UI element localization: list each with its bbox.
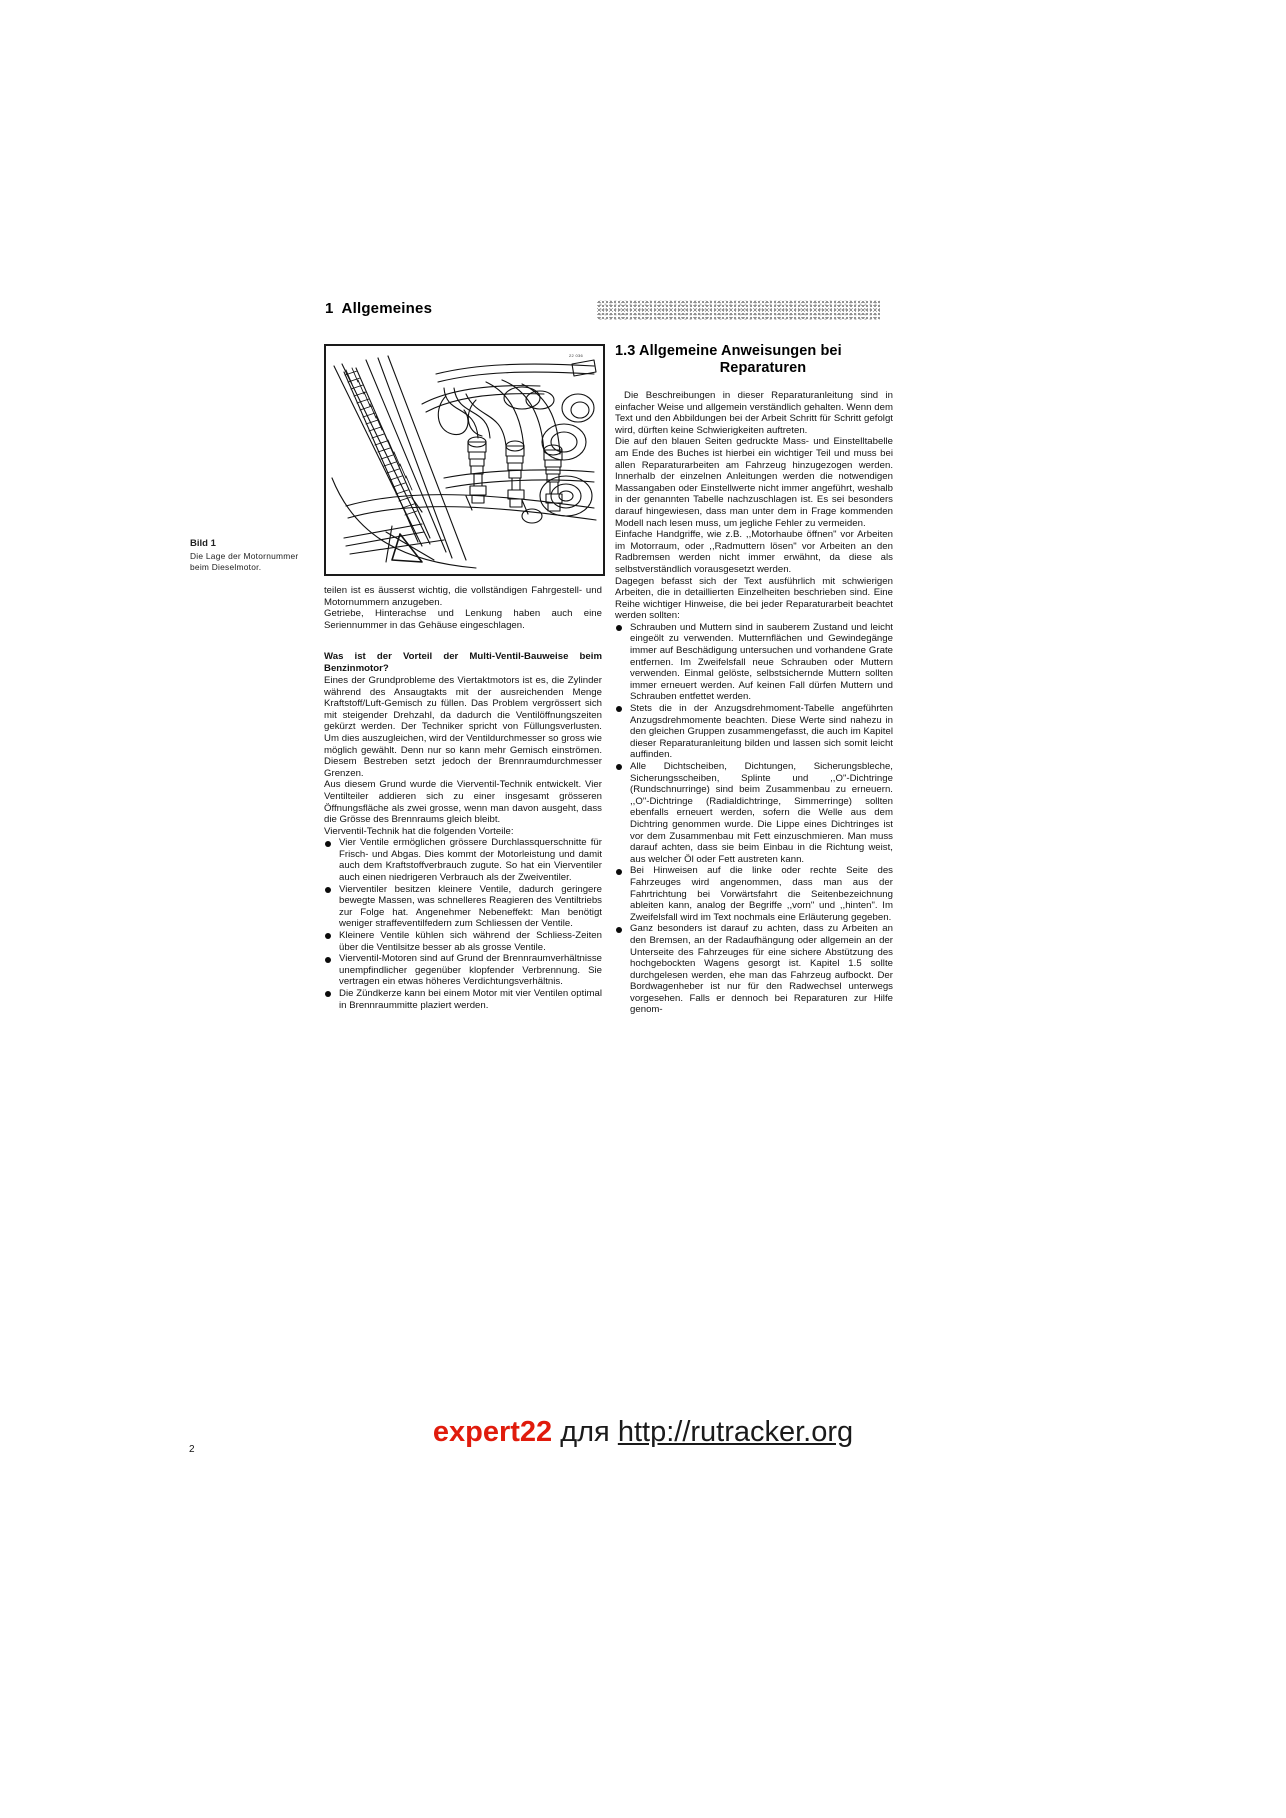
engine-line-art — [326, 346, 599, 570]
left-text-column — [324, 585, 602, 1011]
section-heading-line-1: 1.3 Allgemeine Anweisungen bei — [615, 343, 842, 359]
figure-engine-illustration — [324, 344, 605, 576]
section-heading — [615, 343, 893, 377]
figure-caption-title: Bild 1 — [190, 538, 216, 549]
watermark-url[interactable]: http://rutracker.org — [617, 1416, 854, 1448]
paragraph: Vierventil-Technik hat die folgenden Vorteile: — [324, 825, 514, 837]
bullet-item: Vierventiler besitzen kleinere Ventile, dadurch geringere bewegte Massen, was schnelleres Reagieren des Ventiltriebs zur Folge hat. Angenehmer Nebeneffekt: Man benötigt weniger straffeventilfedern zum Schliessen der Ventile. — [324, 884, 602, 930]
bullet-item: Ganz besonders ist darauf zu achten, dass zu Arbeiten an den Bremsen, an der Radaufhängung oder allgemein an der Unterseite des Fahrzeuges für eine sichere Abstützung des hochgebockten Wagens gesorgt ist. Kapitel 1.5 sollte durchgelesen werden, ehe man das Fahrzeug aufbockt. Der Bordwagenheber ist nur für den Radwechsel unterwegs vorgesehen. Falls er dennoch bei Reparaturen zur Hilfe genom- — [615, 923, 893, 1016]
bullet-item: Die Zündkerze kann bei einem Motor mit vier Ventilen optimal in Brennraummitte plaziert werden. — [324, 988, 602, 1011]
page-number: 2 — [189, 1444, 195, 1455]
halftone-bar — [597, 300, 880, 320]
figure-caption — [190, 538, 316, 573]
page-title — [325, 300, 432, 317]
paragraph: Die Beschreibungen in dieser Reparaturanleitung sind in einfacher Weise und allgemein verständlich gehalten. Wenn dem Text und den Abbildungen bei der Arbeit Schritt für Schritt gefolgt wird, dürften keine Schwierigkeiten auftreten. — [615, 390, 893, 436]
paragraph: Einfache Handgriffe, wie z.B. ,,Motorhaube öffnen" vor Arbeiten im Motorraum, oder ,,Radmuttern lösen" vor Arbeiten an den Radbremsen werden nicht immer erwähnt, da diese als selbstverständlich vorausgesetzt werden. — [615, 529, 893, 575]
right-text-column — [615, 343, 893, 1016]
paragraph: Dagegen befasst sich der Text ausführlich mit schwierigen Arbeiten, die in detaillierten Einzelheiten beschrieben sind. Eine Reihe wichtiger Hinweise, die bei jeder Reparaturarbeit beachtet werden sollten: — [615, 575, 893, 622]
paragraph: Die auf den blauen Seiten gedruckte Mass- und Einstelltabelle am Ende des Buches ist hierbei ein wichtiger Teil und muss bei allen Reparaturarbeiten am Fahrzeug hinzugezogen werden. Innerhalb der einzelnen Anleitungen werden die notwendigen Massangaben oder Einstellwerte nicht immer angeführt, weshalb in der genannten Tabelle nachzuschlagen ist. Es sei besonders darauf hingewiesen, dass man unter dem in Frage kommenden Modell nach lesen muss, um jegliche Fehler zu vermeiden. — [615, 436, 893, 529]
watermark-separator: для — [560, 1416, 610, 1448]
bullet-item: Kleinere Ventile kühlen sich während der Schliess-Zeiten über die Ventilsitze besser ab als grosse Ventile. — [324, 930, 602, 953]
bullet-item: Vierventil-Motoren sind auf Grund der Brennraumverhältnisse unempfindlicher gegenüber klopfender Verbrennung. Sie vertragen ein etwas höheres Verdichtungsverhältnis. — [324, 953, 602, 988]
figure-caption-text: Die Lage der Motornummer beim Dieselmotor. — [190, 551, 299, 572]
bullet-item: Vier Ventile ermöglichen grössere Durchlassquerschnitte für Frisch- und Abgas. Dies kommt der Motorleistung und damit auch dem Kraftstoffverbrauch zugute. So hat ein Vierventiler auch einen niedrigeren Verbrauch als der Zweiventiler. — [324, 837, 602, 883]
watermark-username: expert22 — [432, 1416, 553, 1448]
bullet-item: Schrauben und Muttern sind in sauberem Zustand und leicht eingeölt zu verwenden. Mutternflächen und Gewindegänge immer auf Beschädigung untersuchen und vorhandene Grate entfernen. Im Zweifelsfall neue Schrauben oder Muttern verwenden. Einmal gelöste, selbstsichernde Muttern sollten immer erneuert werden. Auf keinen Fall dürfen Muttern und Schrauben entfettet werden. — [615, 622, 893, 703]
chapter-number: 1 — [325, 300, 334, 317]
paragraph: Getriebe, Hinterachse und Lenkung haben auch eine Seriennummer in das Gehäuse eingeschlagen. — [324, 608, 602, 631]
watermark — [223, 1415, 1063, 1449]
bullet-item: Bei Hinweisen auf die linke oder rechte Seite des Fahrzeuges wird angenommen, dass man aus der Fahrtrichtung bei Vorwärtsfahrt die Seitenbezeichnung ableiten kann, analog der Begriffe ,,vorn" und ,,hinten". Im Zweifelsfall wird im Text nochmals eine Erläuterung gegeben. — [615, 865, 893, 923]
svg-text:22 036: 22 036 — [569, 353, 584, 358]
section-heading-line-2: Reparaturen — [719, 360, 807, 376]
bullet-item: Alle Dichtscheiben, Dichtungen, Sicherungsbleche, Sicherungsscheiben, Splinte und ,,O"-Dichtringe (Rundschnurringe) sind beim Zusammenbau zu erneuern. ,,O"-Dichtringe (Radialdichtringe, Simmerringe) sollten ebenfalls erneuert werden, sofern die Welle aus dem Dichtring genommen wurde. Die Lippe eines Dichtringes ist vor dem Zusammenbau mit Fett einzuschmieren. Man muss darauf achten, dass sie beim Einbau in die Richtung weist, aus welcher Öl oder Fett austreten kann. — [615, 761, 893, 865]
chapter-title-text: Allgemeines — [341, 300, 433, 317]
paragraph: Eines der Grundprobleme des Viertaktmotors ist es, die Zylinder während des Ansaugtakts mit der ausreichenden Menge Kraftstoff/Luft-Gemisch zu füllen. Das Problem vergrössert sich mit steigender Drehzahl, da dadurch die Ventilöffnungszeiten gekürzt werden. Der Techniker spricht von Füllungsverlusten. Um dies auszugleichen, wird der Ventildurchmesser so gross wie möglich gewählt. Denn nur so kann mehr Gemisch einströmen. Diesem Bestreben setzt jedoch der Brennraumdurchmesser Grenzen. — [324, 674, 602, 779]
section-subheading: Was ist der Vorteil der Multi-Ventil-Bauweise beim Benzinmotor? — [324, 651, 602, 675]
paragraph: teilen ist es äusserst wichtig, die vollständigen Fahrgestell- und Motornummern anzugeben. — [324, 585, 602, 608]
paragraph: Aus diesem Grund wurde die Vierventil-Technik entwickelt. Vier Ventilteiler addieren sich zu einer insgesamt grösseren Öffnungsfläche als zwei grosse, wenn man davon ausgeht, dass die Grösse des Brennraums gleich bleibt. — [324, 779, 602, 826]
bullet-item: Stets die in der Anzugsdrehmoment-Tabelle angeführten Anzugsdrehmomente beachten. Diese Werte sind nahezu in den gleichen Gruppen zusammengefasst, die auch im Kapitel dieser Reparaturanleitung bilden und lassen sich somit leicht auffinden. — [615, 703, 893, 761]
